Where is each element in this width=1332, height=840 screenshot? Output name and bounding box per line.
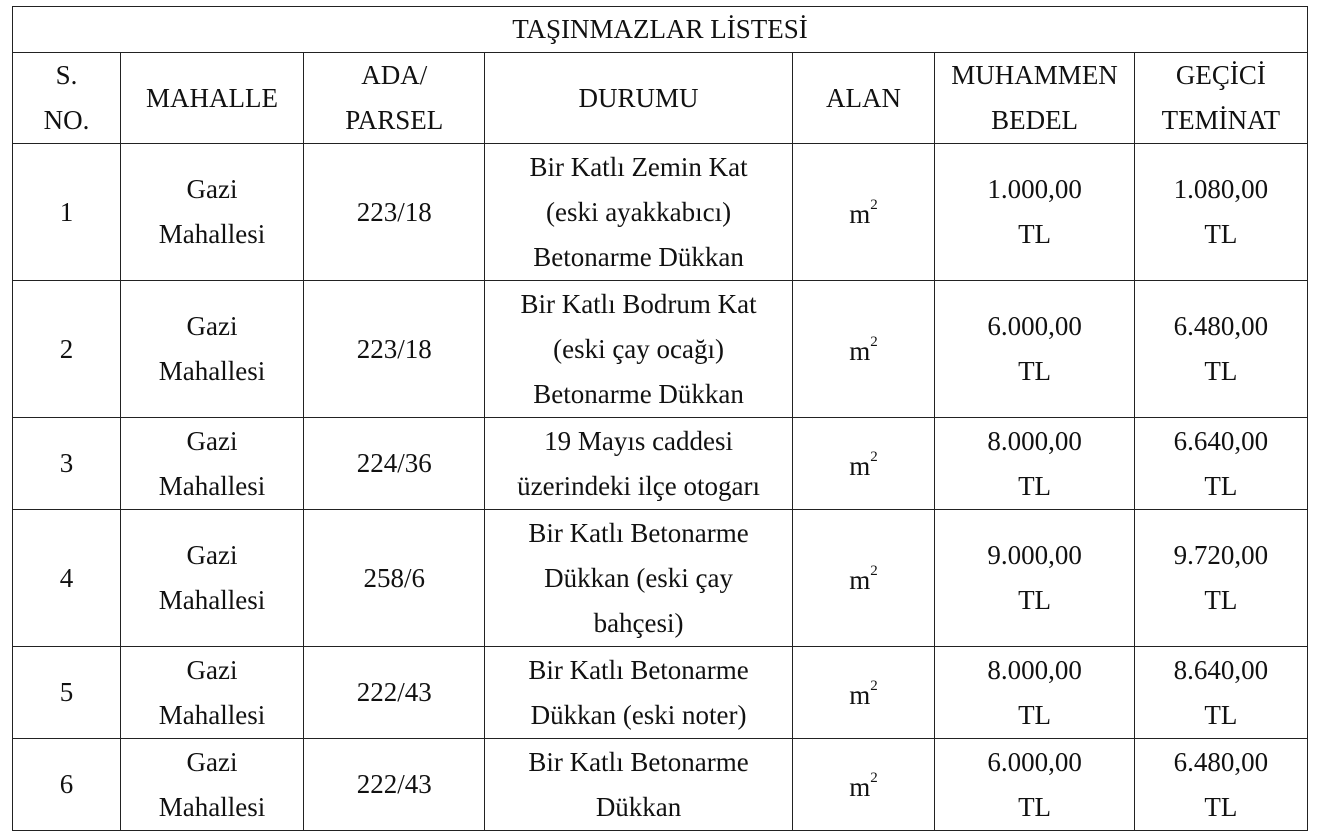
cell-gecici-teminat: 6.480,00 TL (1134, 281, 1307, 418)
header-gecici-teminat: GEÇİCİ TEMİNAT (1134, 53, 1307, 144)
alan-unit: m (849, 565, 871, 595)
table-row (13, 144, 1308, 281)
cell-muhammen-bedel: 8.000,00 TL (935, 418, 1135, 510)
cell-muhammen-bedel: 8.000,00 TL (935, 647, 1135, 739)
cell-ada-parsel: 222/43 (304, 739, 485, 831)
header-alan: ALAN (792, 53, 935, 144)
header-muhammen-bedel: MUHAMMEN BEDEL (935, 53, 1135, 144)
header-row (13, 53, 1308, 144)
alan-exponent: 2 (870, 448, 878, 465)
cell-mahalle: Gazi Mahallesi (120, 418, 303, 510)
cell-durumu: Bir Katlı Zemin Kat (eski ayakkabıcı) Betonarme Dükkan (485, 144, 792, 281)
cell-sno: 4 (13, 510, 121, 647)
header-durumu: DURUMU (485, 53, 792, 144)
cell-mahalle: Gazi Mahallesi (120, 739, 303, 831)
cell-mahalle: Gazi Mahallesi (120, 144, 303, 281)
cell-sno: 3 (13, 418, 121, 510)
cell-muhammen-bedel: 6.000,00 TL (935, 739, 1135, 831)
cell-alan (792, 144, 935, 281)
cell-durumu: Bir Katlı Betonarme Dükkan (485, 739, 792, 831)
alan-exponent: 2 (870, 334, 878, 350)
table-title: TAŞINMAZLAR LİSTESİ (13, 7, 1308, 53)
alan-exponent: 2 (870, 677, 878, 694)
cell-sno: 5 (13, 647, 121, 739)
table-row (13, 647, 1308, 739)
cell-ada-parsel: 223/18 (304, 144, 485, 281)
cell-alan (792, 647, 935, 739)
cell-durumu: Bir Katlı Betonarme Dükkan (eski çay bahçesi) (485, 510, 792, 647)
cell-alan (792, 739, 935, 831)
cell-gecici-teminat: 1.080,00 TL (1134, 144, 1307, 281)
cell-durumu: Bir Katlı Bodrum Kat (eski çay ocağı) Betonarme Dükkan (485, 281, 792, 418)
cell-gecici-teminat: 8.640,00 TL (1134, 647, 1307, 739)
cell-muhammen-bedel: 9.000,00 TL (935, 510, 1135, 647)
cell-muhammen-bedel: 1.000,00 TL (935, 144, 1135, 281)
property-list-table (12, 6, 1308, 831)
header-mahalle: MAHALLE (120, 53, 303, 144)
cell-mahalle: Gazi Mahallesi (120, 510, 303, 647)
cell-sno: 1 (13, 144, 121, 281)
cell-mahalle: Gazi Mahallesi (120, 647, 303, 739)
cell-alan (792, 510, 935, 647)
cell-muhammen-bedel: 6.000,00 TL (935, 281, 1135, 418)
cell-sno: 6 (13, 739, 121, 831)
table-row (13, 510, 1308, 647)
cell-durumu: Bir Katlı Betonarme Dükkan (eski noter) (485, 647, 792, 739)
cell-alan (792, 418, 935, 510)
cell-sno: 2 (13, 281, 121, 418)
alan-unit: m (849, 336, 871, 366)
header-ada-parsel: ADA/ PARSEL (304, 53, 485, 144)
cell-gecici-teminat: 6.640,00 TL (1134, 418, 1307, 510)
alan-unit: m (849, 450, 871, 481)
alan-unit: m (849, 679, 871, 710)
alan-exponent: 2 (870, 563, 878, 579)
cell-durumu: 19 Mayıs caddesi üzerindeki ilçe otogarı (485, 418, 792, 510)
title-row (13, 7, 1308, 53)
alan-exponent: 2 (870, 197, 878, 213)
cell-gecici-teminat: 9.720,00 TL (1134, 510, 1307, 647)
cell-ada-parsel: 224/36 (304, 418, 485, 510)
table-row (13, 281, 1308, 418)
header-sno: S. NO. (13, 53, 121, 144)
cell-gecici-teminat: 6.480,00 TL (1134, 739, 1307, 831)
cell-alan (792, 281, 935, 418)
alan-unit: m (849, 199, 871, 229)
cell-ada-parsel: 258/6 (304, 510, 485, 647)
table-row (13, 418, 1308, 510)
alan-unit: m (849, 771, 871, 802)
cell-ada-parsel: 222/43 (304, 647, 485, 739)
table-row (13, 739, 1308, 831)
cell-ada-parsel: 223/18 (304, 281, 485, 418)
alan-exponent: 2 (870, 769, 878, 786)
cell-mahalle: Gazi Mahallesi (120, 281, 303, 418)
